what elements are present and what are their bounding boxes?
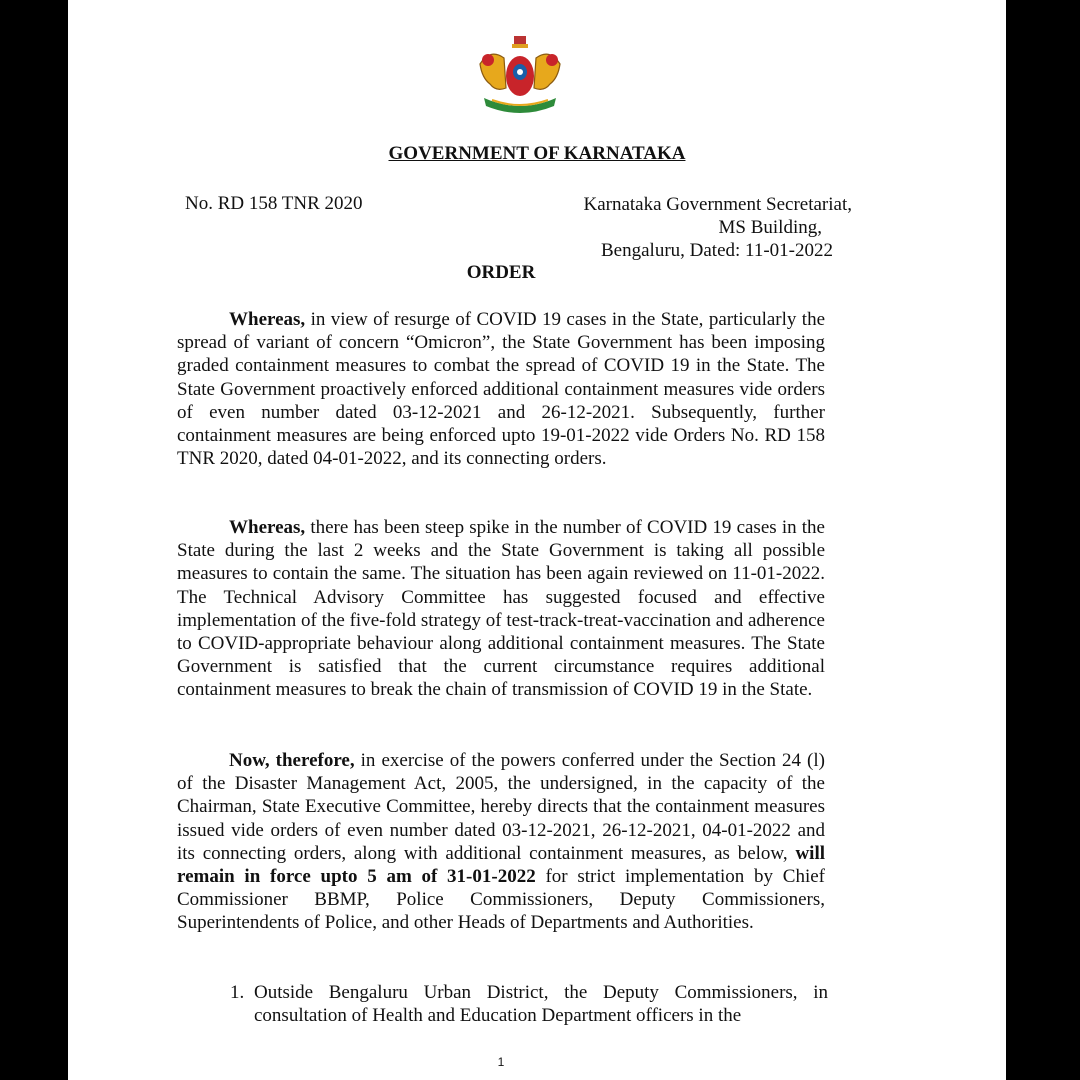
document-title: GOVERNMENT OF KARNATAKA xyxy=(388,143,686,164)
paragraph-text: in exercise of the powers conferred under the Section 24 (l) of the Disaster Management Act, 2005, the undersigned, in the capacity of the Chairman, State Executive Committee, hereby directs that the containment measures issued vide orders of even number dated 03-12-2021, 26-12-2021, 04-01-2022 and its connecting orders, along with additional containment measures, as below, xyxy=(177,750,825,864)
paragraph-text: for strict implementation by Chief Commissioner BBMP, Police Commissioners, Deputy Commissioners, Superintendents of Police, and other Heads of Departments and Authorities. xyxy=(177,866,825,934)
paragraph-lead: Now, therefore, xyxy=(229,750,355,771)
order-heading: ORDER xyxy=(466,262,536,283)
address-line-2: MS Building, xyxy=(718,217,822,238)
paragraph-whereas-1 xyxy=(177,308,825,470)
address-line-3: Bengaluru, Dated: 11-01-2022 xyxy=(601,240,833,261)
paragraph-text: there has been steep spike in the number of COVID 19 cases in the State during the last 2 weeks and the State Government is taking all possible measures to contain the same. The situation has been again reviewed on 11-01-2022. The Technical Advisory Committee has suggested focused and effective implementation of the five-fold strategy of test-track-treat-vaccination and adherence to COVID-appropriate behaviour along additional containment measures. The State Government is satisfied that the current circumstance requires additional containment measures to break the chain of transmission of COVID 19 in the State. xyxy=(177,517,825,701)
paragraph-whereas-2 xyxy=(177,516,825,702)
page-number: 1 xyxy=(497,1055,505,1069)
list-item-number: 1. xyxy=(230,982,245,1003)
paragraph-now-therefore xyxy=(177,749,825,935)
paragraph-lead: Whereas, xyxy=(229,309,306,330)
paragraph-text: in view of resurge of COVID 19 cases in the State, particularly the spread of variant of concern “Omicron”, the State Government has been imposing graded containment measures to combat the spread of COVID 19 in the State. The State Government proactively enforced additional containment measures vide orders of even number dated 03-12-2021 and 26-12-2021. Subsequently, further containment measures are being enforced upto 19-01-2022 vide Orders No. RD 158 TNR 2020, dated 04-01-2022, and its connecting orders. xyxy=(177,309,825,470)
list-item-text: Outside Bengaluru Urban District, the Deputy Commissioners, in consultation of Health and Education Department officers in the xyxy=(254,982,828,1027)
karnataka-state-emblem-icon xyxy=(470,34,570,118)
address-line-1: Karnataka Government Secretariat, xyxy=(583,194,852,215)
list-item xyxy=(230,981,828,1027)
reference-number: No. RD 158 TNR 2020 xyxy=(185,193,363,214)
sender-address xyxy=(583,193,852,262)
paragraph-emphasis: will remain in force upto 5 am of 31-01-2022 xyxy=(177,842,825,888)
paragraph-lead: Whereas, xyxy=(229,517,306,538)
document-page xyxy=(68,0,1006,1080)
